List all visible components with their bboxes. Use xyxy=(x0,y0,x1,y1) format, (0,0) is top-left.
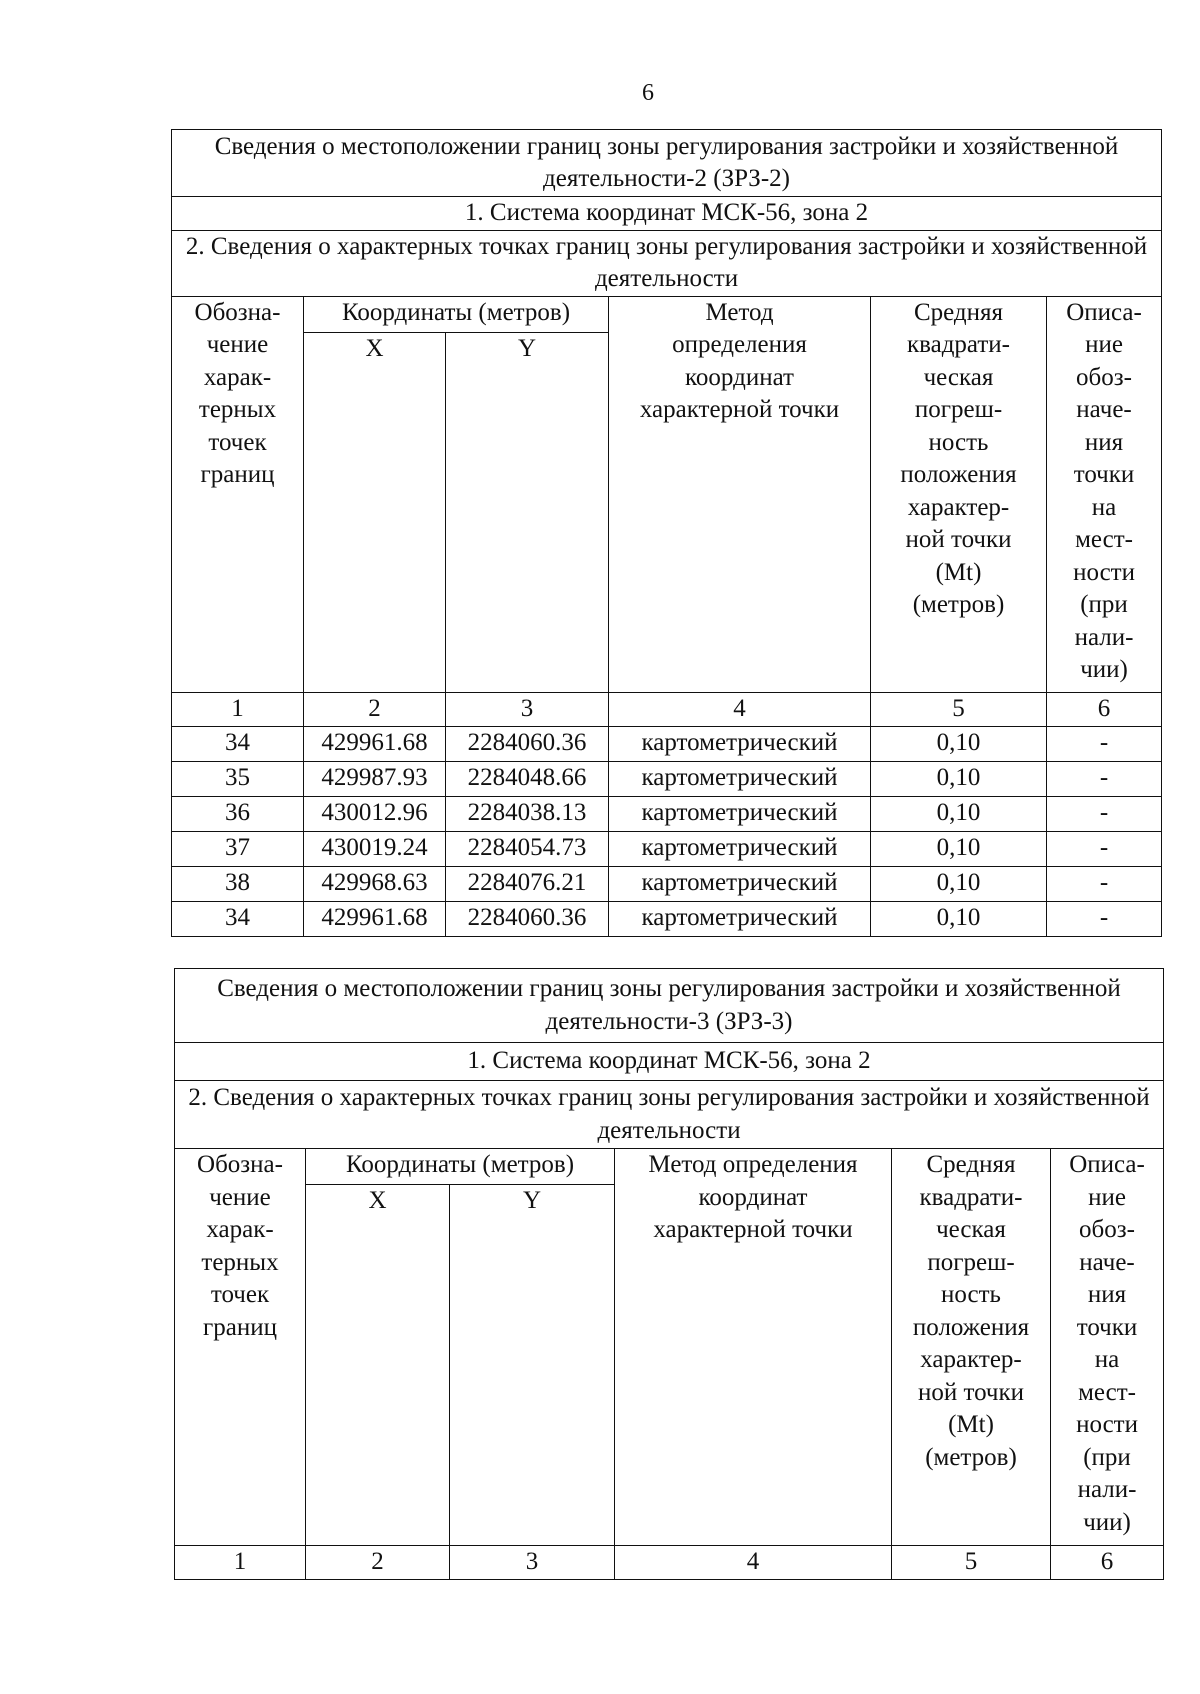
zrz2-table xyxy=(171,129,1162,937)
coord-x: 429968.63 xyxy=(304,866,446,901)
column-number: 2 xyxy=(304,692,446,726)
header-method: Метод определения координат характерной точки xyxy=(615,1149,892,1546)
coord-y: 2284060.36 xyxy=(446,901,609,936)
coord-y: 2284060.36 xyxy=(446,726,609,761)
section-heading: 2. Сведения о характерных точках границ зоны регулирования застройки и хозяйственной деятельности xyxy=(175,1081,1164,1149)
column-number: 4 xyxy=(615,1546,892,1580)
coord-y: 2284054.73 xyxy=(446,831,609,866)
coord-x: 429961.68 xyxy=(304,901,446,936)
coordinate-system: 1. Система координат МСК-56, зона 2 xyxy=(172,197,1162,231)
column-number: 3 xyxy=(446,692,609,726)
column-number: 6 xyxy=(1051,1546,1164,1580)
method: картометрический xyxy=(609,796,871,831)
header-coordinates: Координаты (метров) xyxy=(306,1149,615,1185)
zrz2-table-body xyxy=(172,130,1162,937)
column-number: 1 xyxy=(172,692,304,726)
method: картометрический xyxy=(609,726,871,761)
point-id: 38 xyxy=(172,866,304,901)
mean-error: 0,10 xyxy=(871,796,1047,831)
page-number: 6 xyxy=(642,80,654,106)
description: - xyxy=(1047,796,1162,831)
column-number: 6 xyxy=(1047,692,1162,726)
description: - xyxy=(1047,901,1162,936)
coord-x: 429961.68 xyxy=(304,726,446,761)
method: картометрический xyxy=(609,831,871,866)
point-id: 34 xyxy=(172,901,304,936)
description: - xyxy=(1047,866,1162,901)
header-coordinates: Координаты (метров) xyxy=(304,296,609,332)
zrz3-table-body xyxy=(175,969,1164,1580)
mean-error: 0,10 xyxy=(871,726,1047,761)
description: - xyxy=(1047,761,1162,796)
header-method: Метод определения координат характерной точки xyxy=(609,296,871,692)
column-number: 5 xyxy=(892,1546,1051,1580)
column-number: 1 xyxy=(175,1546,306,1580)
mean-error: 0,10 xyxy=(871,761,1047,796)
coordinate-system: 1. Система координат МСК-56, зона 2 xyxy=(175,1043,1164,1081)
table-row xyxy=(172,761,1162,796)
header-description: Описа- ние обоз- наче- ния точки на мест- ности (при нали- чии) xyxy=(1047,296,1162,692)
header-y: Y xyxy=(450,1185,615,1546)
coord-y: 2284038.13 xyxy=(446,796,609,831)
header-designation: Обозна- чение харак- терных точек границ xyxy=(172,296,304,692)
point-id: 37 xyxy=(172,831,304,866)
column-number: 2 xyxy=(306,1546,450,1580)
header-description: Описа- ние обоз- наче- ния точки на мест- ности (при нали- чии) xyxy=(1051,1149,1164,1546)
header-designation: Обозна- чение харак- терных точек границ xyxy=(175,1149,306,1546)
table-title: Сведения о местоположении границ зоны регулирования застройки и хозяйственной деятельности-3 (ЗРЗ-3) xyxy=(175,969,1164,1043)
method: картометрический xyxy=(609,866,871,901)
mean-error: 0,10 xyxy=(871,831,1047,866)
mean-error: 0,10 xyxy=(871,866,1047,901)
table-row xyxy=(172,901,1162,936)
coord-x: 430012.96 xyxy=(304,796,446,831)
point-id: 36 xyxy=(172,796,304,831)
section-heading: 2. Сведения о характерных точках границ зоны регулирования застройки и хозяйственной деятельности xyxy=(172,230,1162,296)
mean-error: 0,10 xyxy=(871,901,1047,936)
description: - xyxy=(1047,831,1162,866)
method: картометрический xyxy=(609,761,871,796)
table-row xyxy=(172,726,1162,761)
point-id: 35 xyxy=(172,761,304,796)
coord-y: 2284076.21 xyxy=(446,866,609,901)
coord-y: 2284048.66 xyxy=(446,761,609,796)
header-error: Средняя квадрати- ческая погреш- ность положения характер- ной точки (Mt) (метров) xyxy=(892,1149,1051,1546)
header-error: Средняя квадрати- ческая погреш- ность положения характер- ной точки (Mt) (метров) xyxy=(871,296,1047,692)
table-title: Сведения о местоположении границ зоны регулирования застройки и хозяйственной деятельности-2 (ЗРЗ-2) xyxy=(172,130,1162,197)
coord-x: 429987.93 xyxy=(304,761,446,796)
table-row xyxy=(172,831,1162,866)
method: картометрический xyxy=(609,901,871,936)
zrz3-table xyxy=(174,968,1164,1580)
header-y: Y xyxy=(446,332,609,692)
coord-x: 430019.24 xyxy=(304,831,446,866)
column-number: 4 xyxy=(609,692,871,726)
header-x: X xyxy=(304,332,446,692)
column-number: 5 xyxy=(871,692,1047,726)
point-id: 34 xyxy=(172,726,304,761)
table-row xyxy=(172,866,1162,901)
table-row xyxy=(172,796,1162,831)
header-x: X xyxy=(306,1185,450,1546)
column-number: 3 xyxy=(450,1546,615,1580)
description: - xyxy=(1047,726,1162,761)
